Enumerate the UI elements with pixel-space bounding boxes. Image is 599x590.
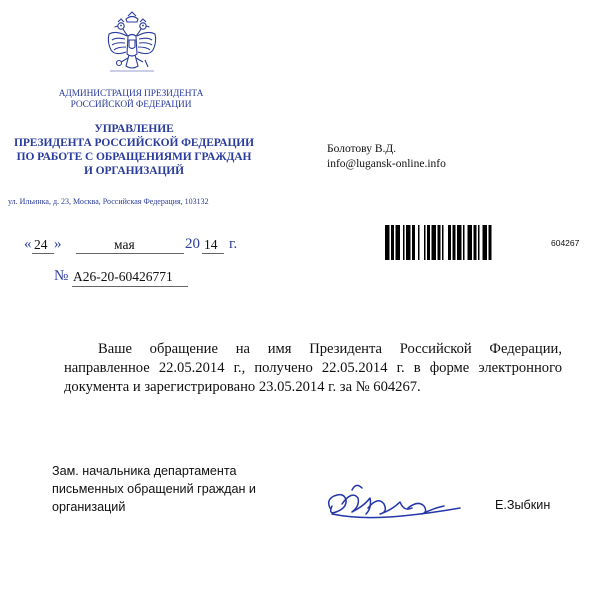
date-day: 24 [34, 237, 48, 252]
department-title-line: ПО РАБОТЕ С ОБРАЩЕНИЯМИ ГРАЖДАН [16, 151, 252, 163]
barcode-bar [468, 225, 473, 260]
barcode-bar [448, 225, 451, 260]
date-day-underline [32, 253, 54, 254]
signer-title-line: письменных обращений граждан и [52, 482, 256, 496]
date-year-mark: г. [229, 236, 238, 252]
barcode-icon [385, 225, 544, 260]
registration-number: А26-20-60426771 [73, 269, 173, 284]
recipient-email: info@lugansk-online.info [327, 158, 446, 170]
date-month-underline [76, 253, 184, 254]
letter-body: Ваше обращение на имя Президента Российской Федерации, направленное 22.05.2014 г., получено 22.05.2014 г. в форме электронного документа и зарегистрировано 23.05.2014 г. за № 604267. [64, 341, 562, 395]
date-month: мая [114, 237, 135, 252]
barcode-bar [385, 225, 390, 260]
barcode-bar [403, 225, 405, 260]
document-date [24, 236, 254, 258]
barcode-bar [424, 225, 426, 260]
recipient-name: Болотову В.Д. [327, 143, 397, 155]
date-open-quote: « [24, 236, 32, 252]
barcode-bar [432, 225, 437, 260]
barcode-bar [427, 225, 430, 260]
handwritten-signature [322, 478, 472, 528]
barcode-bar [463, 225, 465, 260]
barcode-number: 604267 [551, 238, 580, 248]
barcode-bar [406, 225, 411, 260]
signer-title-line: Зам. начальника департамента [52, 464, 237, 478]
barcode-bar [483, 225, 488, 260]
barcode-bar [396, 225, 401, 260]
date-year-underline [202, 253, 224, 254]
department-title-line: ПРЕЗИДЕНТА РОССИЙСКОЙ ФЕДЕРАЦИИ [14, 137, 254, 149]
barcode-bar [391, 225, 394, 260]
barcode-bar [474, 225, 477, 260]
barcode-bar [457, 225, 462, 260]
registration-number-underline [72, 286, 188, 287]
russian-eagle-emblem-icon [104, 10, 160, 82]
signer-title-line: организаций [52, 500, 126, 514]
barcode-bar [489, 225, 492, 260]
date-year-prefix: 20 [185, 236, 200, 252]
barcode-bar [412, 225, 415, 260]
barcode-bar [418, 225, 420, 260]
administration-title-line: РОССИЙСКОЙ ФЕДЕРАЦИИ [70, 100, 192, 110]
barcode-bar [442, 225, 444, 260]
sender-address: ул. Ильинка, д. 23, Москва, Российская Федерация, 103132 [8, 197, 209, 206]
barcode-bar [478, 225, 480, 260]
signer-name: Е.Зыбкин [495, 498, 551, 512]
administration-title-line: АДМИНИСТРАЦИЯ ПРЕЗИДЕНТА [58, 89, 204, 99]
date-close-quote: » [54, 236, 62, 252]
department-title-line: И ОРГАНИЗАЦИЙ [84, 165, 184, 177]
number-sign: № [54, 268, 69, 284]
barcode-bar [438, 225, 441, 260]
date-year-suffix: 14 [204, 237, 218, 252]
department-title-line: УПРАВЛЕНИЕ [94, 123, 174, 135]
barcode-bar [453, 225, 456, 260]
